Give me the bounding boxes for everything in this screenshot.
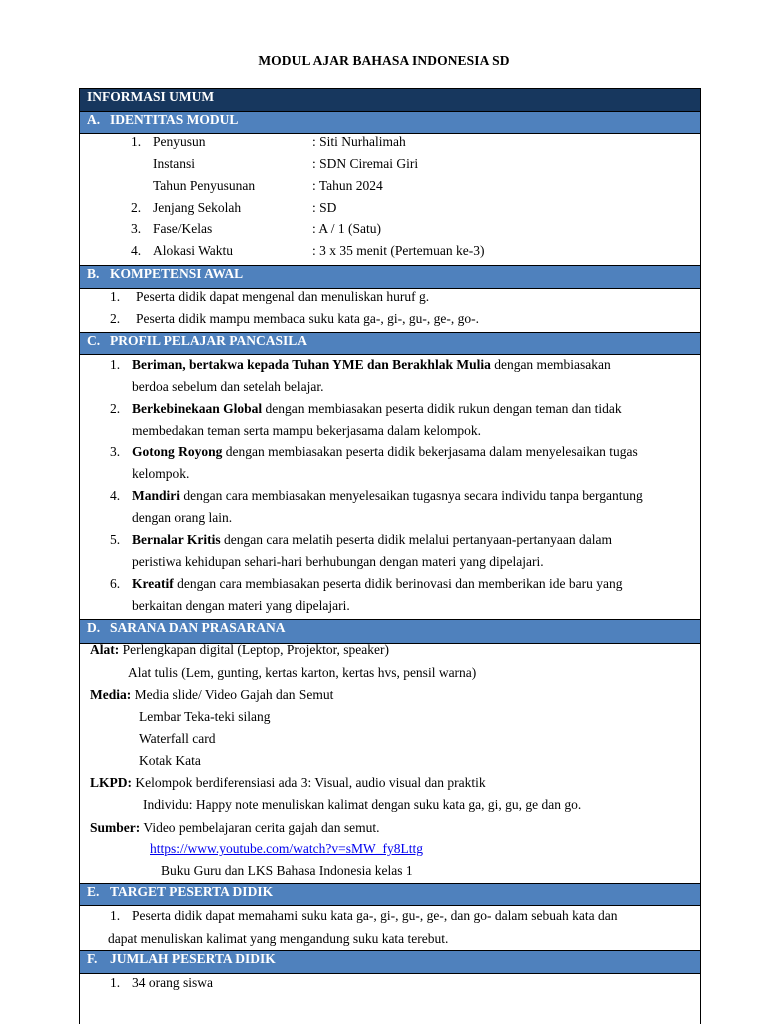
section-a-header — [80, 112, 700, 134]
module-table — [79, 88, 701, 1024]
list-item-continuation: dengan orang lain. — [132, 510, 233, 525]
list-item-bold: Mandiri — [132, 488, 181, 503]
list-item-bold: Bernalar Kritis — [132, 532, 221, 547]
identitas-label: Alokasi Waktu — [153, 243, 234, 258]
identitas-value: : SDN Ciremai Giri — [312, 156, 419, 171]
section-c-header — [80, 333, 700, 355]
list-item-text: dengan membiasakan peserta didik rukun dengan teman dan tidak — [262, 401, 622, 416]
list-item-num: 2. — [110, 401, 121, 416]
informasi-umum-label: INFORMASI UMUM — [87, 89, 215, 104]
lkpd-item: Individu: Happy note menuliskan kalimat dengan suku kata ga, gi, gu, ge dan go. — [143, 797, 582, 812]
sumber-item: Video pembelajaran cerita gajah dan semut. — [140, 820, 380, 835]
identitas-value: : Siti Nurhalimah — [312, 134, 406, 149]
media-item: Media slide/ Video Gajah dan Semut — [131, 687, 334, 702]
section-c-letter: C. — [87, 333, 101, 348]
list-item — [132, 444, 638, 460]
media-item: Kotak Kata — [139, 753, 201, 768]
list-item: Peserta didik mampu membaca suku kata ga-, gi-, gu-, ge-, go-. — [136, 311, 480, 326]
list-item: 34 orang siswa — [132, 975, 213, 990]
list-item-num: 3. — [110, 444, 121, 459]
sumber-item: Buku Guru dan LKS Bahasa Indonesia kelas 1 — [161, 863, 413, 878]
youtube-link[interactable]: https://www.youtube.com/watch?v=sMW_fy8Lttg — [150, 841, 423, 856]
list-item-bold: Beriman, bertakwa kepada Tuhan YME dan Berakhlak Mulia — [132, 357, 491, 372]
list-item-bold: Berkebinekaan Global — [132, 401, 263, 416]
section-e-header — [80, 884, 700, 906]
identitas-num: 1. — [131, 134, 142, 149]
identitas-value: : A / 1 (Satu) — [312, 221, 382, 236]
alat-item: Perlengkapan digital (Leptop, Projektor, speaker) — [119, 642, 389, 657]
list-item — [132, 488, 643, 504]
section-b-header — [80, 266, 700, 289]
section-e-title: TARGET PESERTA DIDIK — [110, 884, 274, 899]
section-b-letter: B. — [87, 266, 100, 281]
list-item-num: 2. — [110, 311, 121, 326]
list-item-num: 1. — [110, 908, 121, 923]
section-e-letter: E. — [87, 884, 100, 899]
list-item-num: 5. — [110, 532, 121, 547]
section-a-title: IDENTITAS MODUL — [110, 112, 239, 127]
lkpd-item: Kelompok berdiferensiasi ada 3: Visual, audio visual dan praktik — [132, 775, 486, 790]
lkpd-line — [90, 775, 486, 791]
section-f-header — [80, 951, 700, 974]
list-item-num: 1. — [110, 357, 121, 372]
informasi-umum-header — [80, 89, 700, 112]
media-item: Lembar Teka-teki silang — [139, 709, 271, 724]
identitas-num: 4. — [131, 243, 142, 258]
list-item — [132, 401, 622, 417]
section-d-letter: D. — [87, 620, 101, 635]
identitas-label: Instansi — [153, 156, 195, 171]
media-line — [90, 687, 333, 703]
identitas-num: 3. — [131, 221, 142, 236]
alat-line — [90, 642, 389, 658]
identitas-label: Penyusun — [153, 134, 206, 149]
list-item-continuation: berdoa sebelum dan setelah belajar. — [132, 379, 324, 394]
list-item-num: 1. — [110, 289, 121, 304]
list-item-continuation: berkaitan dengan materi yang dipelajari. — [132, 598, 350, 613]
list-item-continuation: kelompok. — [132, 466, 190, 481]
section-c-title: PROFIL PELAJAR PANCASILA — [110, 333, 308, 348]
list-item-text: dengan cara membiasakan menyelesaikan tugasnya secara individu tanpa bergantung — [180, 488, 643, 503]
list-item-continuation: membedakan teman serta mampu bekerjasama dalam kelompok. — [132, 423, 481, 438]
list-item-bold: Kreatif — [132, 576, 174, 591]
list-item-text: dengan cara membiasakan peserta didik berinovasi dan memberikan ide baru yang — [173, 576, 623, 591]
list-item-continuation: dapat menuliskan kalimat yang mengandung suku kata terebut. — [108, 931, 449, 946]
list-item-num: 6. — [110, 576, 121, 591]
list-item-continuation: peristiwa kehidupan sehari-hari berhubungan dengan materi yang dipelajari. — [132, 554, 544, 569]
section-a-letter: A. — [87, 112, 101, 127]
sumber-line — [90, 820, 379, 836]
list-item-text: dengan cara melatih peserta didik melalui pertanyaan-pertanyaan dalam — [220, 532, 612, 547]
identitas-value: : SD — [312, 200, 337, 215]
identitas-num: 2. — [131, 200, 142, 215]
section-f-title: JUMLAH PESERTA DIDIK — [110, 951, 276, 966]
list-item — [132, 532, 612, 548]
lkpd-label: LKPD: — [90, 775, 132, 790]
list-item: Peserta didik dapat memahami suku kata ga-, gi-, gu-, ge-, dan go- dalam sebuah kata dan — [132, 908, 618, 923]
document-title: MODUL AJAR BAHASA INDONESIA SD — [258, 53, 510, 68]
sumber-label: Sumber: — [90, 820, 141, 835]
identitas-label: Tahun Penyusunan — [153, 178, 256, 193]
identitas-value: : Tahun 2024 — [312, 178, 383, 193]
section-f-letter: F. — [87, 951, 98, 966]
list-item-num: 1. — [110, 975, 121, 990]
alat-label: Alat: — [90, 642, 120, 657]
media-item: Waterfall card — [139, 731, 216, 746]
section-d-title: SARANA DAN PRASARANA — [110, 620, 286, 635]
list-item-bold: Gotong Royong — [132, 444, 223, 459]
identitas-label: Fase/Kelas — [153, 221, 213, 236]
alat-item: Alat tulis (Lem, gunting, kertas karton, kertas hvs, pensil warna) — [128, 665, 477, 680]
list-item — [132, 357, 611, 373]
identitas-label: Jenjang Sekolah — [153, 200, 242, 215]
list-item — [132, 576, 622, 592]
list-item-text: dengan membiasakan peserta didik bekerjasama dalam menyelesaikan tugas — [222, 444, 638, 459]
list-item: Peserta didik dapat mengenal dan menuliskan huruf g. — [136, 289, 430, 304]
list-item-text: dengan membiasakan — [490, 357, 611, 372]
media-label: Media: — [90, 687, 132, 702]
identitas-value: : 3 x 35 menit (Pertemuan ke-3) — [312, 243, 485, 258]
list-item-num: 4. — [110, 488, 121, 503]
section-b-title: KOMPETENSI AWAL — [110, 266, 244, 281]
section-d-header — [80, 620, 700, 644]
